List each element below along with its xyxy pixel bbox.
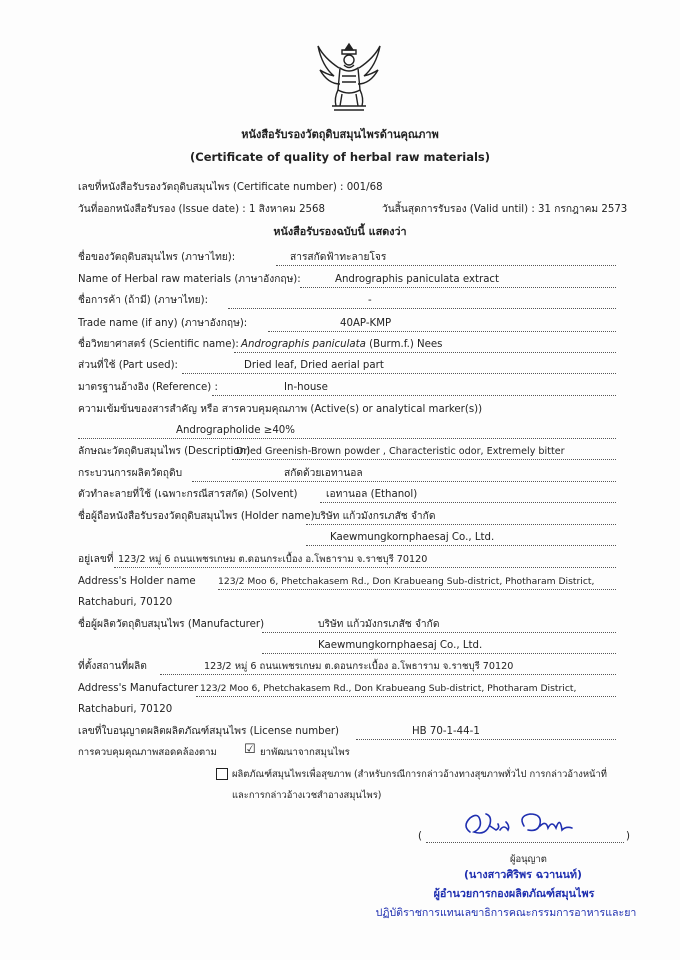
- part-used-value: Dried leaf, Dried aerial part: [244, 360, 384, 371]
- mfr-address-value-2: Ratchaburi, 70120: [78, 704, 173, 715]
- name-en-line: [300, 287, 616, 288]
- license-label: เลขที่ใบอนุญาตผลิตผลิตภัณฑ์สมุนไพร (License number): [78, 726, 340, 737]
- trade-en-value: 40AP-KMP: [340, 318, 392, 329]
- name-th-line: [276, 265, 616, 266]
- reference-label: มาตรฐานอ้างอิง (Reference) :: [78, 382, 218, 393]
- mfr-address-label: Address's Manufacturer: [78, 683, 199, 694]
- solvent-label: ตัวทำละลายที่ใช้ (เฉพาะกรณีสารสกัด) (Solvent): [78, 489, 298, 500]
- scientific-label: ชื่อวิทยาศาสตร์ (Scientific name):: [78, 339, 239, 350]
- signature-paren-close: ): [626, 831, 630, 842]
- part-used-line: [182, 373, 616, 374]
- signature-line: [426, 842, 624, 843]
- trade-th-value: -: [368, 295, 372, 306]
- description-label: ลักษณะวัตถุดิบสมุนไพร (Description): [78, 446, 251, 457]
- license-line: [356, 739, 616, 740]
- process-line: [192, 481, 616, 482]
- solvent-value: เอทานอล (Ethanol): [326, 489, 418, 500]
- solvent-line: [320, 502, 616, 503]
- holder-line: [306, 524, 616, 525]
- valid-until: วันสิ้นสุดการรับรอง (Valid until) : 31 กรกฎาคม 2573: [382, 204, 628, 215]
- holder-value-th: บริษัท แก้วมังกรเภสัช จำกัด: [314, 511, 436, 522]
- reference-line: [212, 395, 616, 396]
- address-en-value: 123/2 Moo 6, Phetchakasem Rd., Don Krabueang Sub-district, Photharam District,: [218, 576, 595, 587]
- active-value: Andrographolide ≥40%: [176, 425, 295, 436]
- signature-paren-open: (: [418, 831, 422, 842]
- holder-line-2: [306, 545, 616, 546]
- address-en-value-2: Ratchaburi, 70120: [78, 597, 173, 608]
- manufacturer-value-en: Kaewmungkornphaesaj Co., Ltd.: [318, 640, 483, 651]
- description-line: [232, 459, 616, 460]
- manufacturer-line-2: [262, 653, 616, 654]
- name-en-label: Name of Herbal raw materials (ภาษาอังกฤษ):: [78, 274, 301, 285]
- name-th-label: ชื่อของวัตถุดิบสมุนไพร (ภาษาไทย):: [78, 252, 236, 263]
- address-th-label: อยู่เลขที่: [78, 554, 114, 565]
- option1-checkbox[interactable]: ☑: [244, 742, 256, 757]
- description-value: Dried Greenish-Brown powder , Characteristic odor, Extremely bitter: [236, 446, 565, 457]
- title-english: (Certificate of quality of herbal raw materials): [190, 150, 490, 164]
- garuda-emblem-icon: [314, 40, 384, 114]
- license-value: HB 70-1-44-1: [412, 726, 480, 737]
- site-line: [160, 674, 616, 675]
- scientific-value: [241, 338, 443, 351]
- address-en-line: [218, 589, 616, 590]
- holder-label: ชื่อผู้ถือหนังสือรับรองวัตถุดิบสมุนไพร (Holder name): [78, 511, 315, 522]
- quality-control-label: การควบคุมคุณภาพสอดคล้องตาม: [78, 747, 217, 758]
- process-value: สกัดด้วยเอทานอล: [284, 468, 363, 479]
- scientific-genus-species: Andrographis paniculata: [241, 339, 366, 350]
- holder-value-en: Kaewmungkornphaesaj Co., Ltd.: [330, 532, 495, 543]
- signer-position-1: ผู้อำนวยการกองผลิตภัณฑ์สมุนไพร: [433, 887, 595, 900]
- address-en-label: Address's Holder name: [78, 576, 196, 587]
- subtitle: หนังสือรับรองฉบับนี้ แสดงว่า: [273, 225, 407, 238]
- mfr-address-value: 123/2 Moo 6, Phetchakasem Rd., Don Krabueang Sub-district, Photharam District,: [200, 683, 577, 694]
- reference-value: In-house: [284, 382, 328, 393]
- mfr-address-line: [196, 696, 616, 697]
- signature-drawing: [456, 806, 576, 840]
- certificate-number: เลขที่หนังสือรับรองวัตถุดิบสมุนไพร (Certificate number) : 001/68: [78, 182, 383, 193]
- option2-checkbox[interactable]: [216, 768, 228, 780]
- trade-th-label: ชื่อการค้า (ถ้ามี) (ภาษาไทย):: [78, 295, 209, 306]
- active-line: [78, 438, 616, 439]
- name-th-value: สารสกัดฟ้าทะลายโจร: [290, 252, 387, 263]
- address-th-value: 123/2 หมู่ 6 ถนนเพชรเกษม ต.ดอนกระเบื้อง อ.โพธาราม จ.ราชบุรี 70120: [118, 554, 428, 565]
- name-en-value: Andrographis paniculata extract: [335, 274, 500, 285]
- trade-en-line: [268, 331, 616, 332]
- active-label: ความเข้มข้นของสารสำคัญ หรือ สารควบคุมคุณภาพ (Active(s) or analytical marker(s)): [78, 404, 483, 415]
- signer-name: (นางสาวศิริพร ฉวานนท์): [464, 868, 582, 881]
- site-value: 123/2 หมู่ 6 ถนนเพชรเกษม ต.ดอนกระเบื้อง อ.โพธาราม จ.ราชบุรี 70120: [204, 661, 514, 672]
- title-thai: หนังสือรับรองวัตถุดิบสมุนไพรด้านคุณภาพ: [241, 128, 439, 141]
- signer-position-2: ปฏิบัติราชการแทนเลขาธิการคณะกรรมการอาหารและยา: [375, 907, 637, 919]
- scientific-line: [234, 352, 616, 353]
- process-label: กระบวนการผลิตวัตถุดิบ: [78, 468, 183, 479]
- manufacturer-line: [262, 632, 616, 633]
- manufacturer-value-th: บริษัท แก้วมังกรเภสัช จำกัด: [318, 619, 440, 630]
- option2-label-2: และการกล่าวอ้างเวชสำอางสมุนไพร): [232, 790, 382, 801]
- trade-th-line: [228, 308, 616, 309]
- part-used-label: ส่วนที่ใช้ (Part used):: [78, 360, 178, 371]
- option1-label: ยาพัฒนาจากสมุนไพร: [260, 747, 350, 758]
- manufacturer-label: ชื่อผู้ผลิตวัตถุดิบสมุนไพร (Manufacturer): [78, 619, 265, 630]
- scientific-authority: (Burm.f.) Nees: [369, 339, 443, 350]
- address-th-line: [114, 567, 616, 568]
- trade-en-label: Trade name (if any) (ภาษาอังกฤษ):: [78, 318, 248, 329]
- site-label: ที่ตั้งสถานที่ผลิต: [78, 661, 147, 672]
- licensor-label: ผู้อนุญาต: [510, 854, 547, 865]
- issue-date: วันที่ออกหนังสือรับรอง (Issue date) : 1 สิงหาคม 2568: [78, 204, 325, 215]
- option2-label: ผลิตภัณฑ์สมุนไพรเพื่อสุขภาพ (สำหรับกรณีการกล่าวอ้างทางสุขภาพทั่วไป การกล่าวอ้างหน้าที่: [232, 769, 607, 780]
